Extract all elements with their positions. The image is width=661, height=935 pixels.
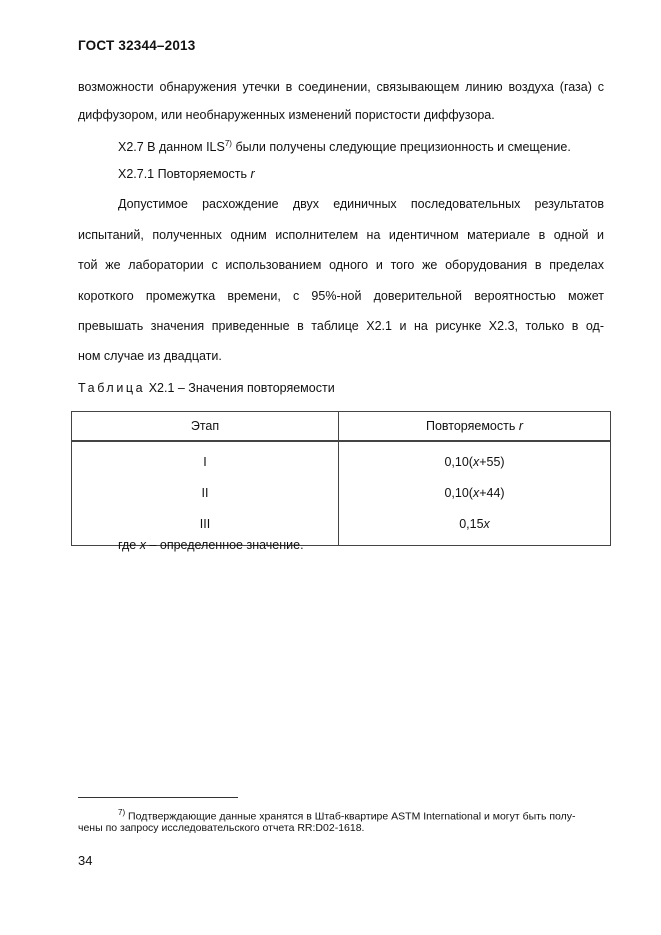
page-number: 34 [78,853,93,868]
precision-text-rest: были получены следующие прецизионность и смещение. [231,140,571,155]
value-cell: 0,15x [339,508,611,546]
stage-cell: II [72,477,339,508]
paragraph-line: той же лаборатории с использованием одного и того же оборудования в пределах [78,258,604,272]
document-header: ГОСТ 32344–2013 [78,38,196,53]
table-note: где х – определенное значение. [118,538,304,552]
header-stage: Этап [72,412,339,442]
value-cell: 0,10(x+55) [339,441,611,477]
table-row [72,441,611,477]
table-row [72,477,611,508]
table-header-row [72,412,611,442]
value-cell: 0,10(x+44) [339,477,611,508]
paragraph-line: возможности обнаружения утечки в соединении, связывающем линию воздуха (газа) с [78,80,604,94]
variable-x: х [139,538,146,552]
table-caption-label: Таблица [78,381,146,395]
paragraph-line: превышать значения приведенные в таблице Х2.1 и на рисунке Х2.3, только в од- [78,319,604,333]
table-caption-title: Х2.1 – Значения повторяемости [145,381,335,395]
paragraph-line: испытаний, полученных одним исполнителем на идентичном материале в одной и [78,228,604,242]
header-repeatability: Повторяемость r [339,412,611,442]
footnote-line: $^{7)}$ Подтверждающие данные хранятся в Штаб-квартире ASTM International и могут быть полу- [118,808,576,823]
stage-cell: III [72,508,339,546]
paragraph-line: диффузором, или необнаруженных изменений пористости диффузора. [78,108,495,122]
section-heading-text: Х2.7.1 Повторяемость [118,167,251,181]
repeatability-table [71,411,611,546]
paragraph-line: ном случае из двадцати. [78,349,222,363]
footnote-ref: 7) [224,139,232,148]
footnote-line: чены по запросу исследовательского отчета RR:D02-1618. [78,822,365,834]
paragraph-line: Допустимое расхождение двух единичных последовательных результатов [118,197,604,211]
stage-cell: I [72,441,339,477]
precision-statement [118,136,571,155]
paragraph-line: короткого промежутка времени, с 95%-ной доверительной вероятностью может [78,289,604,303]
footnote-marker: 7) [118,808,126,817]
precision-text: Х2.7 В данном ILS [118,140,225,155]
footnote-divider [78,797,238,798]
table-caption [78,380,335,396]
section-heading [118,166,255,182]
repeatability-symbol: r [250,167,255,181]
